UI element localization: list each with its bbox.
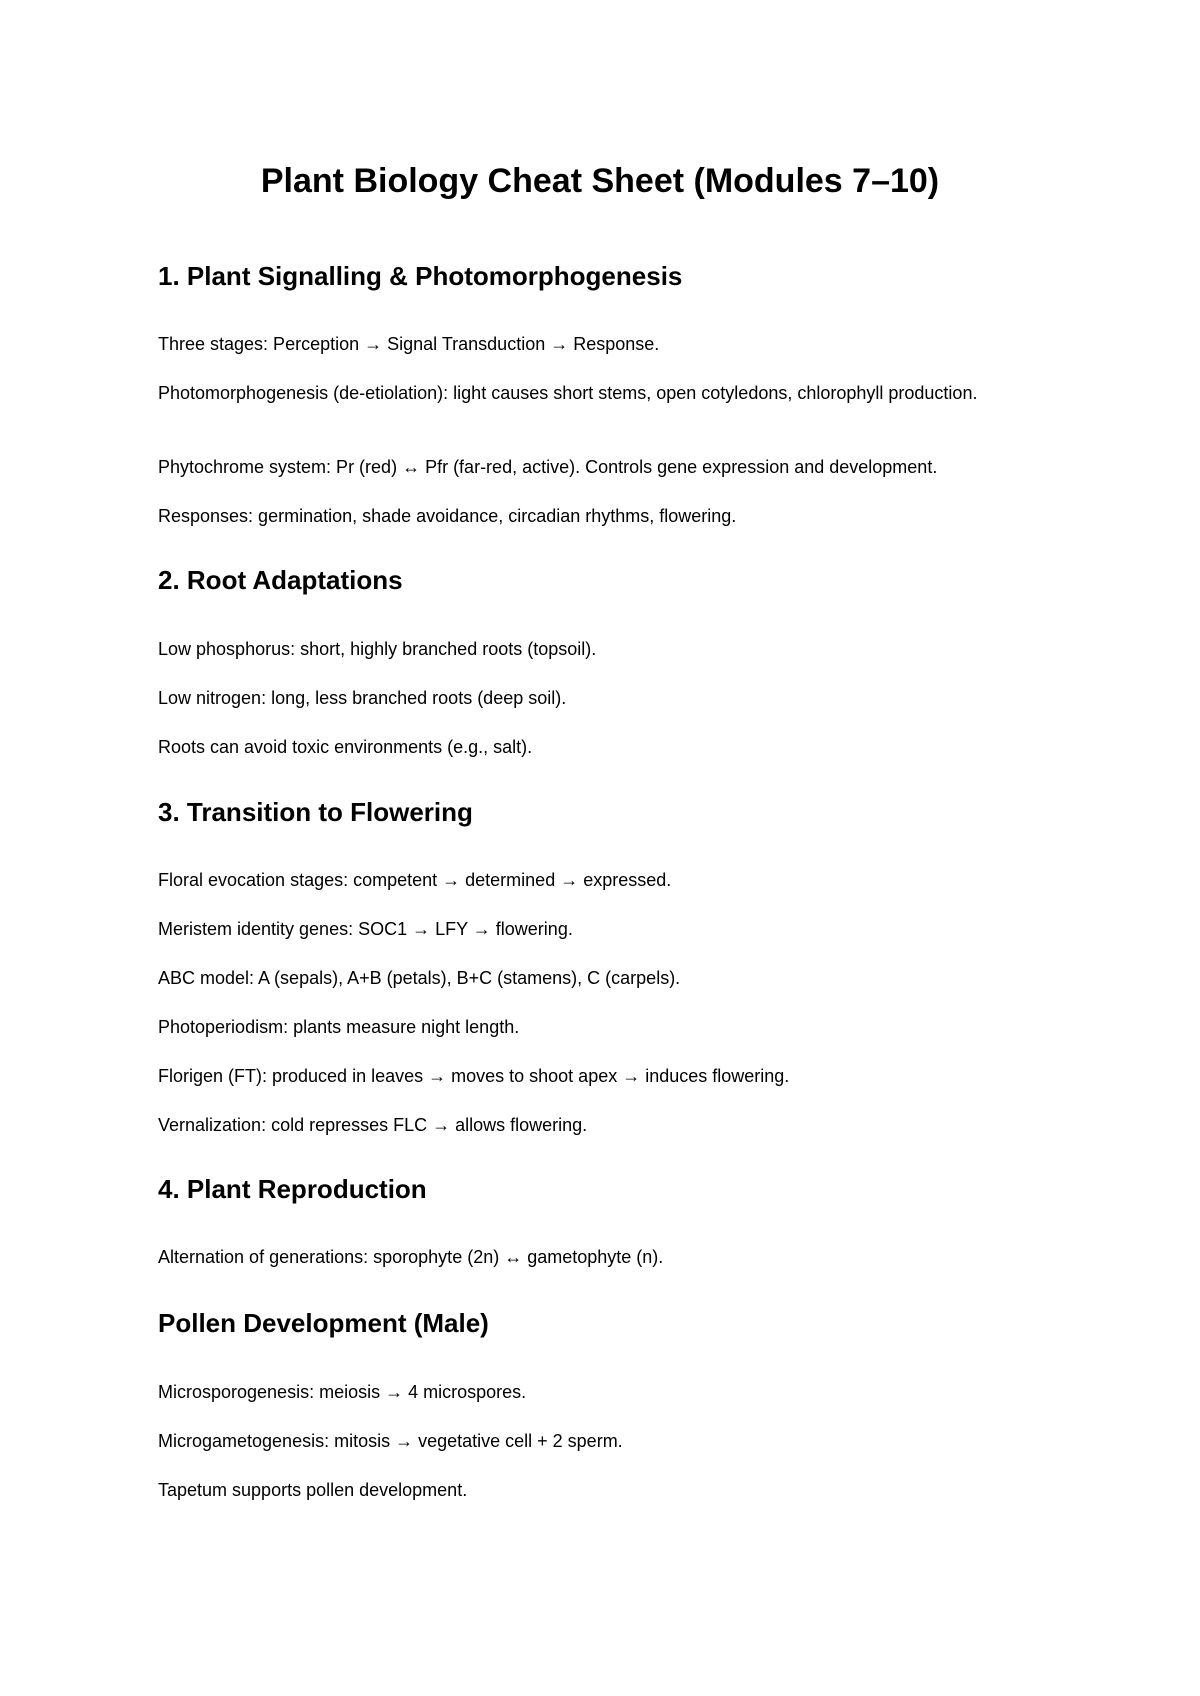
paragraph: Vernalization: cold represses FLC → allows flowering. xyxy=(158,1115,588,1135)
section-heading-roots: 2. Root Adaptations xyxy=(158,565,403,595)
section-heading-flowering: 3. Transition to Flowering xyxy=(158,797,473,827)
paragraph: Phytochrome system: Pr (red) ↔ Pfr (far-red, active). Controls gene expression and development. xyxy=(158,457,938,477)
paragraph: Three stages: Perception → Signal Transduction → Response. xyxy=(158,334,660,354)
paragraph: Photomorphogenesis (de-etiolation): light causes short stems, open cotyledons, chlorophyll production. xyxy=(158,383,978,403)
paragraph: Microgametogenesis: mitosis → vegetative cell + 2 sperm. xyxy=(158,1431,623,1451)
paragraph: Florigen (FT): produced in leaves → moves to shoot apex → induces flowering. xyxy=(158,1066,790,1086)
section-heading-pollen: Pollen Development (Male) xyxy=(158,1308,489,1338)
paragraph: Photoperiodism: plants measure night length. xyxy=(158,1017,520,1037)
paragraph: Tapetum supports pollen development. xyxy=(158,1480,468,1500)
section-heading-reproduction: 4. Plant Reproduction xyxy=(158,1174,427,1204)
paragraph: Floral evocation stages: competent → determined → expressed. xyxy=(158,870,672,890)
paragraph: ABC model: A (sepals), A+B (petals), B+C (stamens), C (carpels). xyxy=(158,968,681,988)
paragraph: Roots can avoid toxic environments (e.g., salt). xyxy=(158,737,533,757)
paragraph: Alternation of generations: sporophyte (2n) ↔ gametophyte (n). xyxy=(158,1247,664,1267)
page-title: Plant Biology Cheat Sheet (Modules 7–10) xyxy=(260,162,940,200)
paragraph: Microsporogenesis: meiosis → 4 microspores. xyxy=(158,1382,527,1402)
section-heading-signalling: 1. Plant Signalling & Photomorphogenesis xyxy=(158,261,683,291)
paragraph: Responses: germination, shade avoidance, circadian rhythms, flowering. xyxy=(158,506,737,526)
paragraph: Low nitrogen: long, less branched roots (deep soil). xyxy=(158,688,567,708)
paragraph: Meristem identity genes: SOC1 → LFY → flowering. xyxy=(158,919,573,939)
paragraph: Low phosphorus: short, highly branched roots (topsoil). xyxy=(158,639,597,659)
